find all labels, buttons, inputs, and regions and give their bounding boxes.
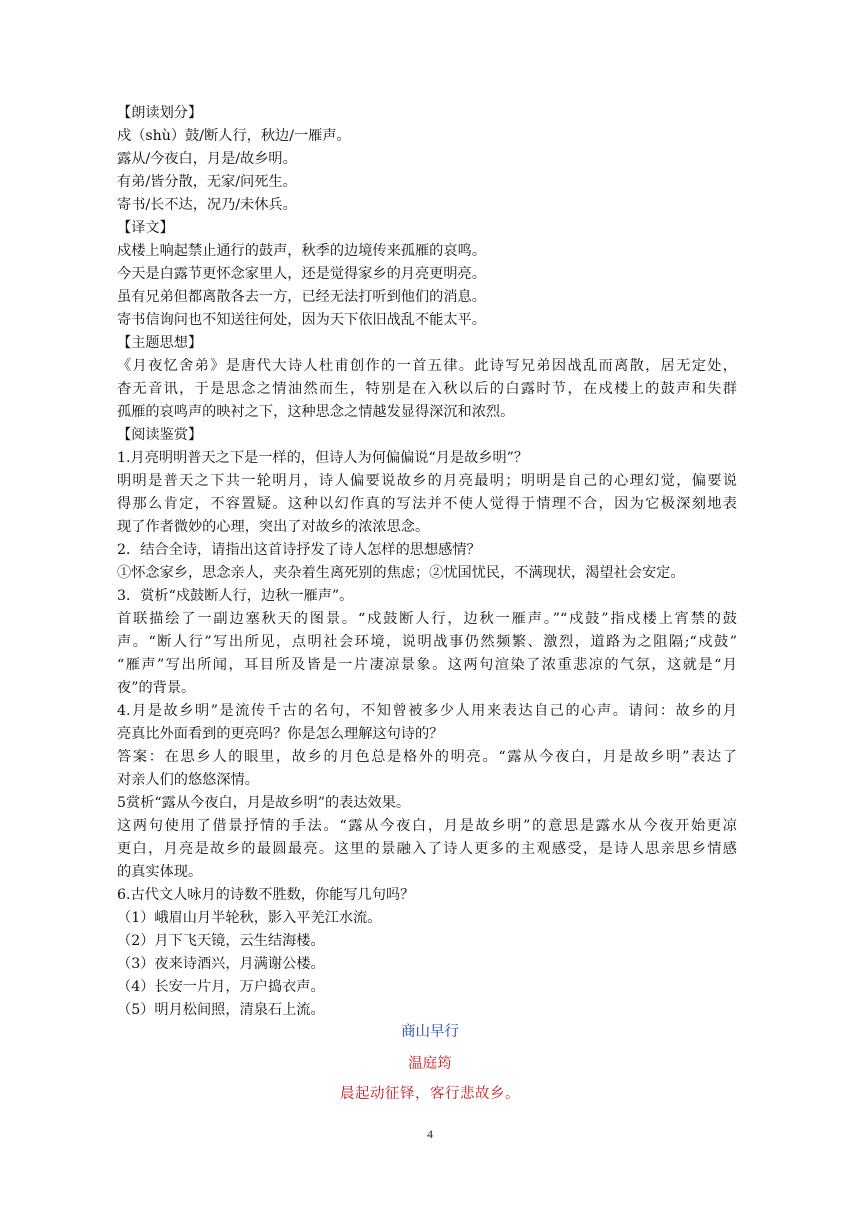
text-line: 声。“断人行”写出所见，点明社会环境，说明战事仍然频繁、激烈，道路为之阻隔;“戍鼓” xyxy=(117,634,737,650)
poem-line: 晨起动征铎，客行悲故乡。 xyxy=(340,1086,520,1102)
poem-author: 温庭筠 xyxy=(408,1056,452,1072)
article-body xyxy=(117,102,737,1022)
text-line: 这两句使用了借景抒情的手法。“露从今夜白，月是故乡明”的意思是露水从今夜开始更凉 xyxy=(117,818,737,834)
text-line: 戍楼上响起禁止通行的鼓声，秋季的边境传来孤雁的哀鸣。 xyxy=(117,243,486,259)
page-number: 4 xyxy=(427,1127,433,1141)
question-line: 3．赏析“戍鼓断人行，边秋一雁声”。 xyxy=(117,588,354,604)
poem-title: 商山早行 xyxy=(401,1024,459,1040)
question-line: 4.月是故乡明”是流传千古的名句，不知曾被多少人用来表达自己的心声。请问：故乡的月 xyxy=(117,703,737,719)
text-line: 的真实体现。 xyxy=(117,864,203,880)
text-line: 亮真比外面看到的更亮吗？你是怎么理解这句诗的？ xyxy=(117,726,444,742)
text-line: 现了作者微妙的心理，突出了对故乡的浓浓思念。 xyxy=(117,519,430,535)
text-line: 寄书信询问也不知送往何处，因为天下依旧战乱不能太平。 xyxy=(117,312,486,328)
text-line: 明明是普天之下共一轮明月，诗人偏要说故乡的月亮最明；明明是自己的心理幻觉，偏要说 xyxy=(117,473,737,489)
section-heading-appreciation: 【阅读鉴赏】 xyxy=(117,427,203,443)
list-item: （2）月下飞天镜，云生结海楼。 xyxy=(117,933,325,949)
list-item: （4）长安一片月，万户捣衣声。 xyxy=(117,979,325,995)
question-line: 2．结合全诗，请指出这首诗抒发了诗人怎样的思想感情？ xyxy=(117,542,481,558)
text-line: 更白，月亮是故乡的最圆最亮。这里的景融入了诗人更多的主观感受，是诗人思亲思乡情感 xyxy=(117,841,737,857)
text-line: 杳无音讯，于是思念之情油然而生，特别是在入秋以后的白露时节，在戍楼上的鼓声和失群 xyxy=(117,381,737,397)
text-line: 孤雁的哀鸣声的映衬之下，这种思念之情越发显得深沉和浓烈。 xyxy=(117,404,515,420)
text-line: “雁声”写出所闻，耳目所及皆是一片凄凉景象。这两句渲染了浓重悲凉的气氛，这就是“月 xyxy=(117,657,737,673)
question-line: 6.古代文人咏月的诗数不胜数，你能写几句吗？ xyxy=(117,887,415,903)
section-heading-theme: 【主题思想】 xyxy=(117,335,203,351)
text-line: 得那么肯定，不容置疑。这种以幻作真的写法并不使人觉得于情理不合，因为它极深刻地表 xyxy=(117,496,737,512)
text-line: 戍（shù）鼓/断人行，秋边/一雁声。 xyxy=(117,128,351,144)
text-line: 寄书/长不达，况乃/未休兵。 xyxy=(117,197,297,213)
text-line: 首联描绘了一副边塞秋天的图景。“戍鼓断人行，边秋一雁声。”“戍鼓”指戍楼上宵禁的鼓 xyxy=(117,611,737,627)
text-line: 虽有兄弟但都离散各去一方，已经无法打听到他们的消息。 xyxy=(117,289,486,305)
list-item: （1）峨眉山月半轮秋，影入平羌江水流。 xyxy=(117,910,382,926)
text-line: 对亲人们的悠悠深情。 xyxy=(117,772,259,788)
list-item: （3）夜来诗酒兴，月满谢公楼。 xyxy=(117,956,325,972)
section-heading-translation: 【译文】 xyxy=(117,220,174,236)
text-line: 今天是白露节更怀念家里人，还是觉得家乡的月亮更明亮。 xyxy=(117,266,486,282)
text-line: 夜”的背景。 xyxy=(117,680,196,696)
text-line: 《月夜忆舍弟》是唐代大诗人杜甫创作的一首五律。此诗写兄弟因战乱而离散，居无定处， xyxy=(117,358,737,374)
text-line: 有弟/皆分散，无家/问死生。 xyxy=(117,174,297,190)
answer-line: 答案：在思乡人的眼里，故乡的月色总是格外的明亮。“露从今夜白，月是故乡明”表达了 xyxy=(117,749,737,765)
text-line: ①怀念家乡，思念亲人，夹杂着生离死别的焦虑；②忧国忧民，不满现状，渴望社会安定。 xyxy=(117,565,685,581)
question-line: 1.月亮明明普天之下是一样的，但诗人为何偏偏说“月是故乡明”？ xyxy=(117,450,529,466)
text-line: 露从/今夜白，月是/故乡明。 xyxy=(117,151,297,167)
section-heading-reading-division: 【朗读划分】 xyxy=(117,105,203,121)
question-line: 5赏析“露从今夜白，月是故乡明”的表达效果。 xyxy=(117,795,411,811)
list-item: （5）明月松间照，清泉石上流。 xyxy=(117,1002,325,1018)
